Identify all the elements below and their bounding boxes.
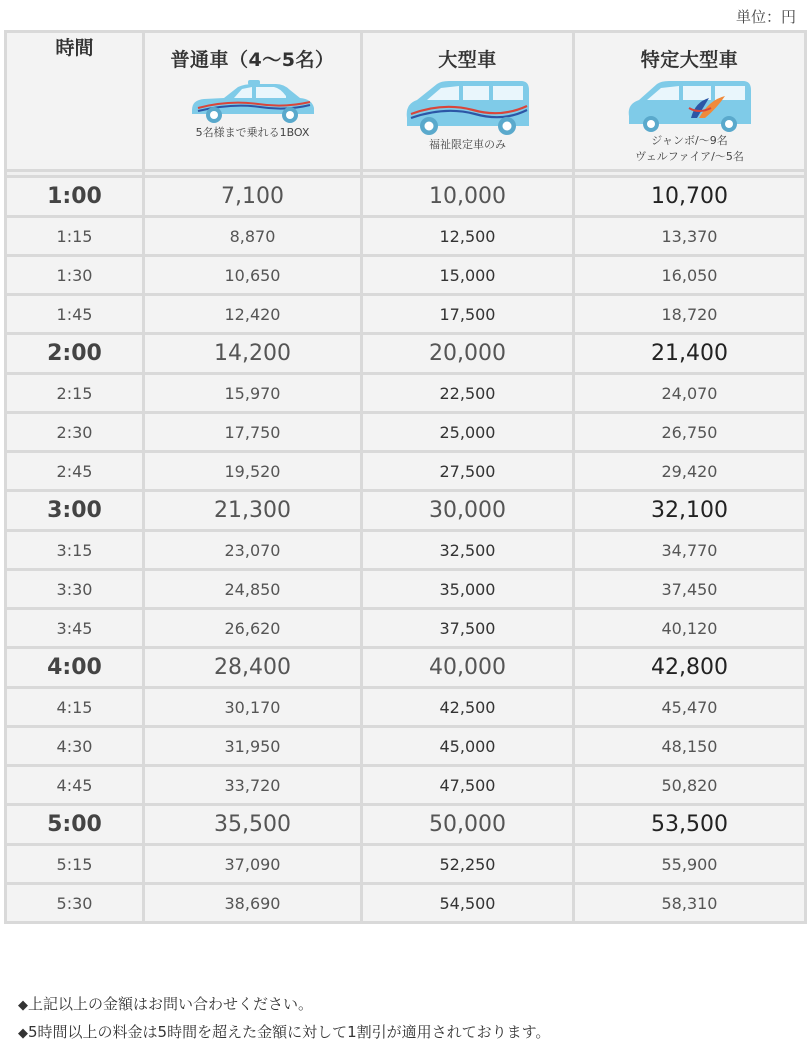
large-fare-cell: 47,500: [362, 766, 574, 805]
table-row: [6, 531, 806, 570]
time-cell: 5:30: [6, 884, 144, 923]
special-fare-cell: 53,500: [574, 805, 806, 845]
table-row: [6, 295, 806, 334]
footnote-1: [18, 993, 313, 1014]
standard-fare-cell: 17,750: [144, 413, 362, 452]
diamond-bullet-icon: ◆: [18, 998, 28, 1013]
time-cell: 5:00: [6, 805, 144, 845]
table-row: [6, 217, 806, 256]
special-fare-cell: 55,900: [574, 845, 806, 884]
time-cell: 4:45: [6, 766, 144, 805]
table-row: [6, 256, 806, 295]
standard-fare-cell: 38,690: [144, 884, 362, 923]
large-fare-cell: 17,500: [362, 295, 574, 334]
special-fare-cell: 32,100: [574, 491, 806, 531]
standard-fare-cell: 31,950: [144, 727, 362, 766]
time-cell: 2:00: [6, 334, 144, 374]
time-cell: 4:30: [6, 727, 144, 766]
table-row: [6, 845, 806, 884]
time-cell: 5:15: [6, 845, 144, 884]
time-cell: 3:30: [6, 570, 144, 609]
special-fare-cell: 18,720: [574, 295, 806, 334]
standard-fare-cell: 8,870: [144, 217, 362, 256]
special-van-icon: [625, 78, 755, 132]
large-fare-cell: 25,000: [362, 413, 574, 452]
standard-car-icon: [188, 78, 318, 124]
standard-fare-cell: 37,090: [144, 845, 362, 884]
header-special-note-1: ジャンボ/〜9名: [651, 134, 728, 147]
table-row: [6, 491, 806, 531]
diamond-bullet-icon: ◆: [18, 1026, 28, 1041]
large-van-icon: [403, 78, 533, 136]
large-fare-cell: 30,000: [362, 491, 574, 531]
header-standard: [144, 32, 362, 171]
standard-fare-cell: 33,720: [144, 766, 362, 805]
table-row: [6, 177, 806, 217]
time-cell: 1:45: [6, 295, 144, 334]
table-row: [6, 334, 806, 374]
special-fare-cell: 21,400: [574, 334, 806, 374]
standard-fare-cell: 19,520: [144, 452, 362, 491]
header-time: 時間: [6, 32, 144, 171]
special-fare-cell: 58,310: [574, 884, 806, 923]
table-row: [6, 805, 806, 845]
table-row: [6, 648, 806, 688]
standard-fare-cell: 14,200: [144, 334, 362, 374]
large-fare-cell: 42,500: [362, 688, 574, 727]
large-fare-cell: 10,000: [362, 177, 574, 217]
footnote-1-text: 上記以上の金額はお問い合わせください。: [28, 995, 314, 1013]
large-fare-cell: 54,500: [362, 884, 574, 923]
table-row: [6, 374, 806, 413]
table-row: [6, 413, 806, 452]
large-fare-cell: 32,500: [362, 531, 574, 570]
header-standard-note: 5名様まで乗れる1BOX: [195, 126, 310, 139]
footnote-2: [18, 1021, 550, 1042]
special-fare-cell: 50,820: [574, 766, 806, 805]
footnote-2-text: 5時間以上の料金は5時間を超えた金額に対して1割引が適用されております。: [28, 1023, 551, 1041]
special-fare-cell: 34,770: [574, 531, 806, 570]
large-fare-cell: 20,000: [362, 334, 574, 374]
special-fare-cell: 16,050: [574, 256, 806, 295]
header-large: [362, 32, 574, 171]
special-fare-cell: 42,800: [574, 648, 806, 688]
table-row: [6, 570, 806, 609]
standard-fare-cell: 24,850: [144, 570, 362, 609]
table-header-row: [6, 32, 806, 171]
special-fare-cell: 10,700: [574, 177, 806, 217]
large-fare-cell: 12,500: [362, 217, 574, 256]
special-fare-cell: 37,450: [574, 570, 806, 609]
unit-label: 単位：円: [735, 8, 796, 26]
special-fare-cell: 13,370: [574, 217, 806, 256]
time-cell: 3:15: [6, 531, 144, 570]
standard-fare-cell: 21,300: [144, 491, 362, 531]
time-cell: 1:00: [6, 177, 144, 217]
special-fare-cell: 24,070: [574, 374, 806, 413]
large-fare-cell: 40,000: [362, 648, 574, 688]
table-row: [6, 727, 806, 766]
large-fare-cell: 52,250: [362, 845, 574, 884]
table-row: [6, 884, 806, 923]
time-cell: 2:45: [6, 452, 144, 491]
special-fare-cell: 45,470: [574, 688, 806, 727]
special-fare-cell: 40,120: [574, 609, 806, 648]
standard-fare-cell: 10,650: [144, 256, 362, 295]
table-row: [6, 766, 806, 805]
time-cell: 4:15: [6, 688, 144, 727]
standard-fare-cell: 30,170: [144, 688, 362, 727]
standard-fare-cell: 35,500: [144, 805, 362, 845]
standard-fare-cell: 28,400: [144, 648, 362, 688]
standard-fare-cell: 12,420: [144, 295, 362, 334]
time-cell: 3:45: [6, 609, 144, 648]
standard-fare-cell: 15,970: [144, 374, 362, 413]
header-large-note: 福祉限定車のみ: [429, 138, 506, 151]
large-fare-cell: 50,000: [362, 805, 574, 845]
header-special-title: 特定大型車: [640, 49, 739, 71]
special-fare-cell: 29,420: [574, 452, 806, 491]
header-special-note-2: ヴェルファイア/〜5名: [635, 150, 744, 163]
standard-fare-cell: 7,100: [144, 177, 362, 217]
large-fare-cell: 37,500: [362, 609, 574, 648]
time-cell: 3:00: [6, 491, 144, 531]
time-cell: 2:30: [6, 413, 144, 452]
header-standard-title: 普通車（4〜5名）: [170, 49, 335, 71]
header-large-title: 大型車: [438, 49, 497, 71]
large-fare-cell: 45,000: [362, 727, 574, 766]
large-fare-cell: 15,000: [362, 256, 574, 295]
time-cell: 1:15: [6, 217, 144, 256]
large-fare-cell: 35,000: [362, 570, 574, 609]
large-fare-cell: 27,500: [362, 452, 574, 491]
header-special: [574, 32, 806, 171]
time-cell: 1:30: [6, 256, 144, 295]
time-cell: 4:00: [6, 648, 144, 688]
standard-fare-cell: 23,070: [144, 531, 362, 570]
large-fare-cell: 22,500: [362, 374, 574, 413]
standard-fare-cell: 26,620: [144, 609, 362, 648]
table-row: [6, 609, 806, 648]
table-row: [6, 452, 806, 491]
special-fare-cell: 48,150: [574, 727, 806, 766]
time-cell: 2:15: [6, 374, 144, 413]
fare-table: [4, 30, 807, 924]
table-row: [6, 688, 806, 727]
special-fare-cell: 26,750: [574, 413, 806, 452]
